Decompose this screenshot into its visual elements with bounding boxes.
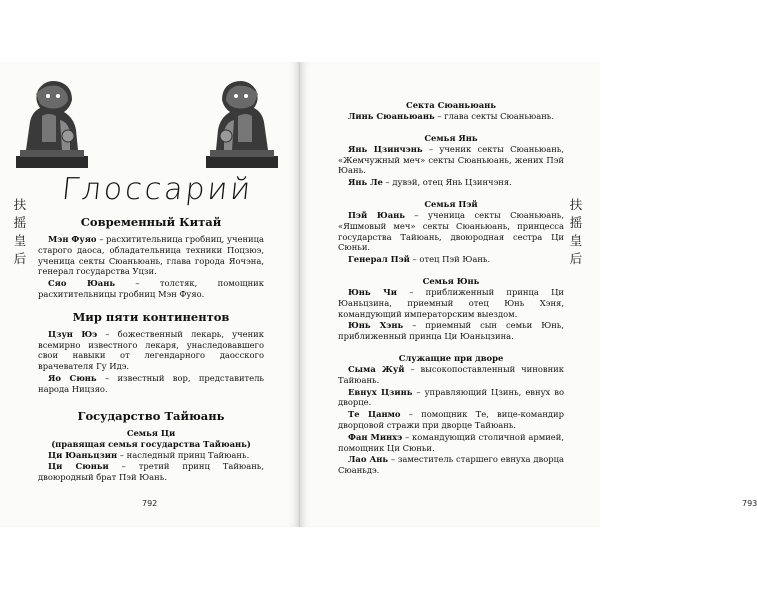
subsection-title-yan-family: Семья Янь [424,132,478,143]
entry-name: Те Цанмо [348,409,401,420]
glossary-entry [338,177,564,188]
glossary-entry [338,387,564,409]
glossary-entry [338,287,564,319]
glossary-title: Глоссарий [60,172,256,207]
glossary-entry [338,254,564,265]
entry-name: Мэн Фуяо [48,234,97,244]
subsection-title-qi-family: Семья Ци [126,427,176,438]
entry-name: Юнь Хэнь [348,320,404,331]
entry-text: – заместитель старшего евнуха дворца Сюаньдэ. [338,454,564,476]
entry-text: – командующий столичной армией, помощник Ци Сюньи. [338,431,564,453]
entry-name: Юнь Чи [348,286,397,297]
entry-text: – дувэй, отец Янь Цзинчэня. [382,177,512,188]
entry-text: – третий принц Тайюань, двоюродный брат Пэй Юань. [38,461,264,483]
section-title-five-continents: Мир пяти континентов [72,309,230,324]
entry-text: – известный вор, представитель народа Ницзяо. [38,372,264,394]
glossary-entry [38,461,264,483]
entry-text: – ученик секты Сюаньюань, «Жемчужный меч» секты Сюаньюань, жених Пэй Юань. [338,143,564,176]
right-column [338,100,564,477]
entry-text: – толстяк, помощник расхитительницы гробниц Мэн Фуяо. [38,278,265,299]
entry-name: Ци Юаньцзин [48,449,118,460]
glossary-entry [38,450,264,461]
entry-name: Пэй Юань [348,209,405,220]
entry-name: Янь Цзинчэнь [348,143,423,154]
entry-name: Фан Минхэ [348,431,403,442]
page-number-left: 792 [142,499,158,508]
entry-text: – глава секты Сюаньюань. [434,111,555,121]
glossary-entry [38,234,264,277]
entry-name: Яо Сюнь [48,372,97,383]
entry-text: – ученица секты Сюаньюань, «Яшмовый меч» секты Сюаньюань, принцесса государства Тайюань, двоюродная сестра Ци Сюньи. [338,209,565,253]
entry-name: Лао Ань [348,454,389,465]
entry-text: – божественный лекарь, ученик всемирно известного лекаря, унаследовавшего свои навыки от легендарного даосского врачевателя Гу Идэ. [38,328,264,372]
entry-name: Сыма Жуй [348,363,405,374]
glossary-entry [338,144,564,176]
glossary-entry [338,210,564,253]
guardian-lion-right-image [202,72,282,172]
subsection-title-court-servants: Служащие при дворе [398,352,504,363]
entry-name: Генерал Пэй [348,254,410,265]
book-spread [0,62,757,527]
entry-text: – управляющий Цзинь, евнух во дворце. [338,386,564,408]
glossary-entry [338,432,564,454]
glossary-entry [338,409,564,431]
section-title-modern-china: Современный Китай [80,215,222,229]
right-page [300,62,757,527]
lion-illustration [12,72,282,172]
section-title-taiyuan-state: Государство Тайюань [77,408,225,423]
glossary-entry [38,329,264,372]
glossary-entry [338,454,564,476]
entry-name: Янь Ле [348,177,383,188]
glossary-entry [38,278,264,300]
entry-text: – расхитительница гробниц, ученица старого даоса, обладательница техники Поцзюэ, ученица секты Сюаньюань, глава города Яочэна, генерал государства Уцзи. [38,234,264,277]
entry-name: Цзун Юэ [48,328,98,339]
glossary-entry [338,364,564,386]
glossary-entry [38,373,264,395]
entry-text: – наследный принц Тайюань. [117,449,250,460]
entry-name: Ци Сюньи [48,461,109,472]
glossary-entry [338,111,564,122]
entry-text: – помощник Те, вице-командир дворцовой стражи при дворце Тайюань. [338,409,564,430]
glossary-entry [338,320,564,342]
guardian-lion-left-image [12,72,92,172]
left-column [38,212,264,484]
page-number-right: 793 [742,499,757,508]
subsection-note: (правящая семья государства Тайюань) [51,438,251,449]
vertical-chinese-title-left: 扶摇皇后 [13,197,27,266]
entry-name: Линь Сюаньюань [348,111,435,121]
entry-text: – отец Пэй Юань. [409,254,491,265]
subsection-title-pei-family: Семья Пэй [424,198,478,209]
entry-name: Сяо Юань [48,278,116,289]
left-page [0,62,300,527]
subsection-title-xuanyuan-sect: Секта Сюаньюань [406,100,496,110]
entry-text: – приближенный принца Ци Юаньцзина, приемный отец Юнь Хэня, командующий императорским выездом. [338,286,565,319]
subsection-title-yun-family: Семья Юнь [422,275,480,286]
entry-name: Евнух Цзинь [348,386,413,397]
entry-text: – высокопоставленный чиновник Тайюань. [338,363,565,385]
entry-text: – приемный сын семьи Юнь, приближенный принца Ци Юаньцзина. [338,320,565,342]
vertical-chinese-title-right: 扶摇皇后 [569,197,583,266]
